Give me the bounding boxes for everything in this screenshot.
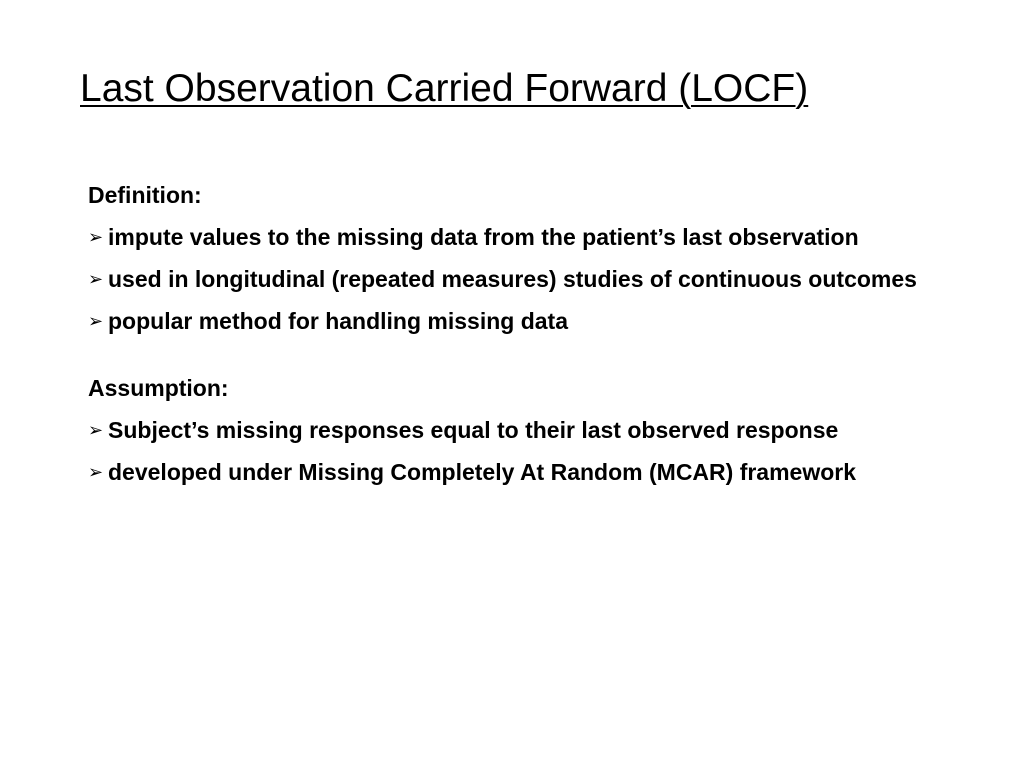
definition-bullet-list bbox=[88, 220, 978, 339]
bullet-text: developed under Missing Completely At Random (MCAR) framework bbox=[108, 459, 857, 485]
assumption-heading: Assumption: bbox=[88, 375, 229, 401]
bullet-item bbox=[88, 220, 978, 255]
bullet-item bbox=[88, 413, 978, 448]
bullet-item bbox=[88, 455, 978, 490]
assumption-bullet-list bbox=[88, 413, 978, 490]
bullet-text: popular method for handling missing data bbox=[108, 308, 569, 334]
arrow-bullet-icon: ➢ bbox=[88, 420, 104, 441]
slide-body bbox=[88, 178, 978, 497]
bullet-item bbox=[88, 304, 978, 339]
bullet-text: impute values to the missing data from the patient’s last observation bbox=[108, 224, 859, 250]
arrow-bullet-icon: ➢ bbox=[88, 311, 104, 332]
bullet-item bbox=[88, 262, 978, 297]
bullet-text: used in longitudinal (repeated measures) studies of continuous outcomes bbox=[108, 266, 917, 292]
arrow-bullet-icon: ➢ bbox=[88, 462, 104, 483]
bullet-text: Subject’s missing responses equal to their last observed response bbox=[108, 417, 839, 443]
slide-title: Last Observation Carried Forward (LOCF) bbox=[80, 67, 809, 110]
arrow-bullet-icon: ➢ bbox=[88, 269, 104, 290]
assumption-section bbox=[88, 371, 978, 490]
arrow-bullet-icon: ➢ bbox=[88, 227, 104, 248]
definition-heading: Definition: bbox=[88, 182, 202, 208]
definition-section bbox=[88, 178, 978, 339]
